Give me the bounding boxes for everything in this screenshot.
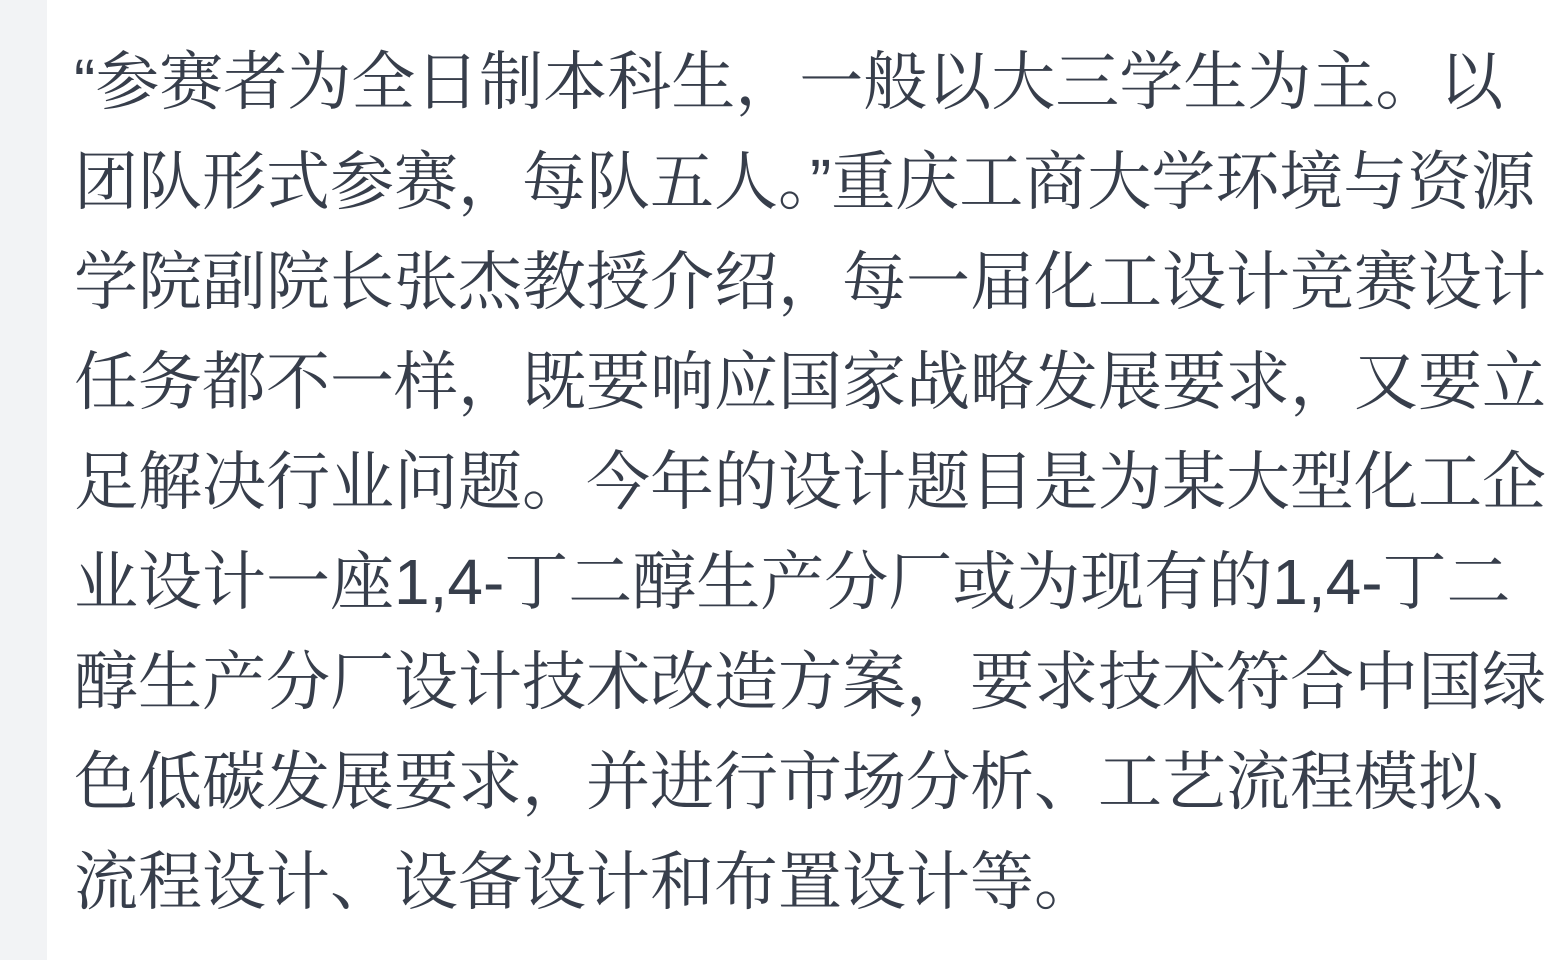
- left-gutter-strip: [0, 0, 47, 960]
- article-paragraph: “参赛者为全日制本科生，一般以大三学生为主。以团队形式参赛，每队五人。”重庆工商大学环境与资源学院副院长张杰教授介绍，每一届化工设计竞赛设计任务都不一样，既要响应国家战略发展要求，又要立足解决行业问题。今年的设计题目是为某大型化工企业设计一座1,4-丁二醇生产分厂或为现有的1,4-丁二醇生产分厂设计技术改造方案，要求技术符合中国绿色低碳发展要求，并进行市场分析、工艺流程模拟、流程设计、设备设计和布置设计等。: [74, 46, 1546, 918]
- article-content-area: [47, 0, 1548, 960]
